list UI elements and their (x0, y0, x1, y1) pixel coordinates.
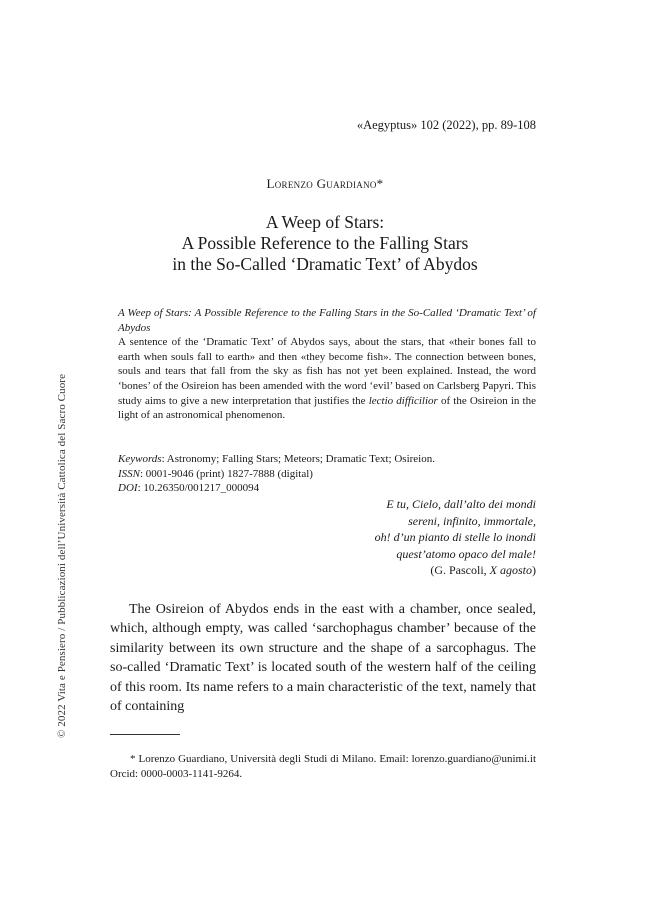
epigraph-source-work: X agosto (489, 563, 532, 578)
epigraph-source-suffix: ) (532, 563, 536, 578)
keywords-line (118, 452, 435, 467)
footnote-divider (110, 734, 180, 735)
author-name: Lorenzo Guardiano* (266, 176, 384, 191)
epigraph-source (375, 562, 536, 579)
copyright-notice: © 2022 Vita e Pensiero / Pubblicazioni dell’Università Cattolica del Sacro Cuore (56, 373, 68, 738)
epigraph (375, 496, 536, 579)
title-line-3: in the So-Called ‘Dramatic Text’ of Abydos (172, 254, 478, 274)
doi-label: DOI (118, 482, 138, 495)
issn-label: ISSN (118, 467, 140, 480)
abstract-emphasis: lectio difficilior (368, 394, 438, 407)
title-line-1: A Weep of Stars: (265, 212, 385, 232)
abstract-text-part-1: A sentence of the ‘Dramatic Text’ of Abydos says, about the stars, that «their bones fall to earth when souls fall to earth» and then «they become fish». The connection between bones, souls and tears that fall from the sky as fish has not yet been explained. Instead, the word ‘bones’ of the Osireion has been amended with the word ‘evil’ based on Carlsberg Papyri. This study aims to give a new interpretation that justifies the (118, 336, 536, 407)
epigraph-line-3: oh! d’un pianto di stelle lo inondi (374, 530, 536, 545)
keywords-value: : Astronomy; Falling Stars; Meteors; Dramatic Text; Osireion. (161, 453, 435, 465)
issn-line (118, 467, 435, 482)
article-metadata (118, 452, 435, 496)
journal-reference: «Aegyptus» 102 (2022), pp. 89-108 (356, 118, 536, 132)
title-line-2: A Possible Reference to the Falling Stars (181, 233, 469, 253)
abstract-title: A Weep of Stars: A Possible Reference to the Falling Stars in the So-Called ‘Dramatic Text’ of Abydos (118, 307, 536, 334)
doi-line (118, 481, 435, 496)
epigraph-line-2: sereni, infinito, immortale, (408, 513, 536, 528)
epigraph-line-4: quest’atomo opaco del male! (396, 546, 536, 561)
epigraph-line-1: E tu, Cielo, dall’alto dei mondi (386, 497, 536, 511)
body-paragraph: The Osireion of Abydos ends in the east with a chamber, once sealed, which, although empty, was called ‘sarchophagus chamber’ because of the similarity between its own structure and the shape of a sarcophagus. The so-called ‘Dramatic Text’ is located south of the western half of the ceiling of this room. Its name refers to a main characteristic of the text, namely that of containing (110, 602, 536, 715)
epigraph-source-prefix: (G. Pascoli, (430, 563, 490, 578)
keywords-label: Keywords (118, 453, 162, 465)
doi-value: : 10.26350/001217_000094 (137, 482, 260, 495)
abstract-text-part-2: of the Osireion in the light of an astronomical phenomenon. (118, 394, 536, 422)
paper-title (0, 212, 650, 275)
abstract (118, 306, 536, 423)
abstract-text (118, 335, 536, 423)
author-footnote: * Lorenzo Guardiano, Università degli Studi di Milano. Email: lorenzo.guardiano@unimi.it Orcid: 0000-0003-1141-9264. (110, 753, 536, 780)
issn-value: : 0001-9046 (print) 1827-7888 (digital) (140, 467, 313, 480)
